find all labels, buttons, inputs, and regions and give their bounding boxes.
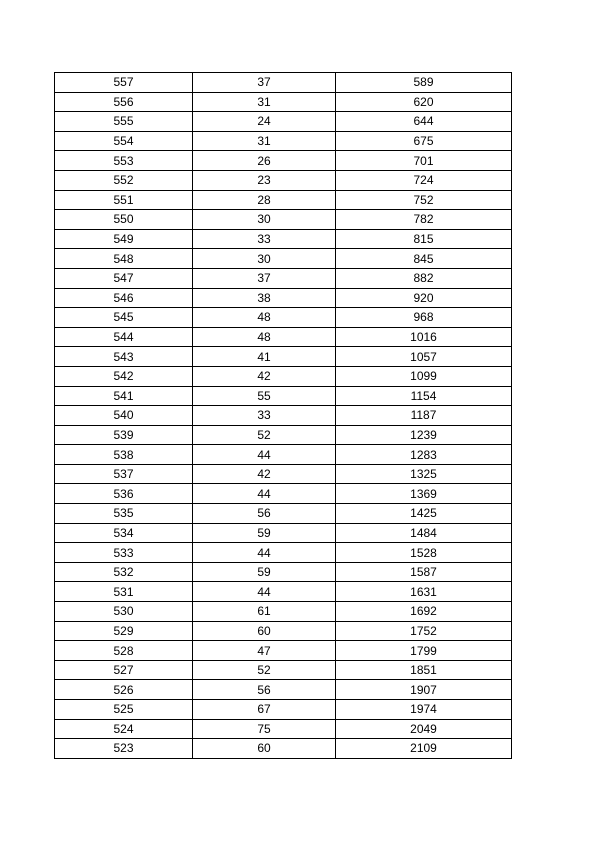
table-row [55, 543, 512, 563]
cumulative-cell: 1587 [336, 562, 512, 582]
table-row [55, 73, 512, 93]
count-cell: 33 [193, 406, 336, 426]
score-cell: 542 [55, 366, 193, 386]
cumulative-cell: 968 [336, 308, 512, 328]
score-cell: 552 [55, 170, 193, 190]
score-cell: 546 [55, 288, 193, 308]
score-cell: 556 [55, 92, 193, 112]
score-cell: 536 [55, 484, 193, 504]
count-cell: 24 [193, 112, 336, 132]
cumulative-cell: 1369 [336, 484, 512, 504]
cumulative-cell: 1528 [336, 543, 512, 563]
table-row [55, 249, 512, 269]
score-cell: 553 [55, 151, 193, 171]
table-row [55, 719, 512, 739]
table-row [55, 112, 512, 132]
score-cell: 538 [55, 445, 193, 465]
count-cell: 42 [193, 464, 336, 484]
cumulative-cell: 1851 [336, 660, 512, 680]
count-cell: 60 [193, 621, 336, 641]
table-row [55, 347, 512, 367]
cumulative-cell: 1154 [336, 386, 512, 406]
score-cell: 535 [55, 504, 193, 524]
count-cell: 59 [193, 523, 336, 543]
score-cell: 543 [55, 347, 193, 367]
table-row [55, 288, 512, 308]
table-row [55, 641, 512, 661]
cumulative-cell: 1283 [336, 445, 512, 465]
count-cell: 30 [193, 249, 336, 269]
cumulative-cell: 1974 [336, 700, 512, 720]
count-cell: 26 [193, 151, 336, 171]
count-cell: 44 [193, 445, 336, 465]
cumulative-cell: 815 [336, 229, 512, 249]
cumulative-cell: 701 [336, 151, 512, 171]
table-row [55, 131, 512, 151]
table-row [55, 327, 512, 347]
score-cell: 524 [55, 719, 193, 739]
table-row [55, 464, 512, 484]
table-row [55, 504, 512, 524]
cumulative-cell: 724 [336, 170, 512, 190]
table-row [55, 268, 512, 288]
count-cell: 30 [193, 210, 336, 230]
count-cell: 56 [193, 680, 336, 700]
count-cell: 28 [193, 190, 336, 210]
score-cell: 554 [55, 131, 193, 151]
table-row [55, 170, 512, 190]
count-cell: 52 [193, 660, 336, 680]
cumulative-cell: 1692 [336, 602, 512, 622]
score-cell: 550 [55, 210, 193, 230]
count-cell: 44 [193, 582, 336, 602]
score-cell: 530 [55, 602, 193, 622]
count-cell: 59 [193, 562, 336, 582]
score-cell: 547 [55, 268, 193, 288]
count-cell: 55 [193, 386, 336, 406]
table-row [55, 190, 512, 210]
count-cell: 61 [193, 602, 336, 622]
cumulative-cell: 675 [336, 131, 512, 151]
score-cell: 537 [55, 464, 193, 484]
count-cell: 44 [193, 484, 336, 504]
score-cell: 557 [55, 73, 193, 93]
table-row [55, 484, 512, 504]
table-row [55, 425, 512, 445]
score-cell: 534 [55, 523, 193, 543]
count-cell: 56 [193, 504, 336, 524]
cumulative-cell: 1239 [336, 425, 512, 445]
score-cell: 548 [55, 249, 193, 269]
table-row [55, 151, 512, 171]
count-cell: 38 [193, 288, 336, 308]
cumulative-cell: 1325 [336, 464, 512, 484]
cumulative-cell: 1425 [336, 504, 512, 524]
score-cell: 555 [55, 112, 193, 132]
count-cell: 41 [193, 347, 336, 367]
count-cell: 47 [193, 641, 336, 661]
table-row [55, 229, 512, 249]
cumulative-cell: 589 [336, 73, 512, 93]
table-row [55, 602, 512, 622]
count-cell: 42 [193, 366, 336, 386]
table-row [55, 660, 512, 680]
table-row [55, 582, 512, 602]
table-row [55, 445, 512, 465]
table-row [55, 523, 512, 543]
score-cell: 545 [55, 308, 193, 328]
count-cell: 48 [193, 308, 336, 328]
score-cell: 539 [55, 425, 193, 445]
score-cell: 540 [55, 406, 193, 426]
cumulative-cell: 1016 [336, 327, 512, 347]
count-cell: 31 [193, 131, 336, 151]
score-cell: 525 [55, 700, 193, 720]
cumulative-cell: 845 [336, 249, 512, 269]
score-table [54, 72, 512, 759]
cumulative-cell: 2049 [336, 719, 512, 739]
count-cell: 67 [193, 700, 336, 720]
count-cell: 44 [193, 543, 336, 563]
count-cell: 60 [193, 739, 336, 759]
score-cell: 526 [55, 680, 193, 700]
table-row [55, 92, 512, 112]
cumulative-cell: 1484 [336, 523, 512, 543]
cumulative-cell: 882 [336, 268, 512, 288]
table-body [55, 73, 512, 759]
table-row [55, 366, 512, 386]
score-cell: 541 [55, 386, 193, 406]
score-cell: 527 [55, 660, 193, 680]
score-cell: 523 [55, 739, 193, 759]
score-cell: 549 [55, 229, 193, 249]
count-cell: 37 [193, 73, 336, 93]
cumulative-cell: 752 [336, 190, 512, 210]
table-row [55, 562, 512, 582]
cumulative-cell: 1099 [336, 366, 512, 386]
cumulative-cell: 1187 [336, 406, 512, 426]
count-cell: 52 [193, 425, 336, 445]
cumulative-cell: 620 [336, 92, 512, 112]
table-row [55, 210, 512, 230]
cumulative-cell: 1799 [336, 641, 512, 661]
count-cell: 37 [193, 268, 336, 288]
score-cell: 533 [55, 543, 193, 563]
score-cell: 551 [55, 190, 193, 210]
table-row [55, 386, 512, 406]
cumulative-cell: 1752 [336, 621, 512, 641]
table-row [55, 308, 512, 328]
cumulative-cell: 1631 [336, 582, 512, 602]
score-cell: 532 [55, 562, 193, 582]
cumulative-cell: 644 [336, 112, 512, 132]
count-cell: 31 [193, 92, 336, 112]
cumulative-cell: 2109 [336, 739, 512, 759]
table-row [55, 406, 512, 426]
table-row [55, 739, 512, 759]
cumulative-cell: 1907 [336, 680, 512, 700]
table-row [55, 700, 512, 720]
cumulative-cell: 782 [336, 210, 512, 230]
score-cell: 531 [55, 582, 193, 602]
table-row [55, 680, 512, 700]
score-cell: 528 [55, 641, 193, 661]
score-cell: 544 [55, 327, 193, 347]
count-cell: 75 [193, 719, 336, 739]
cumulative-cell: 920 [336, 288, 512, 308]
count-cell: 23 [193, 170, 336, 190]
count-cell: 48 [193, 327, 336, 347]
cumulative-cell: 1057 [336, 347, 512, 367]
table-row [55, 621, 512, 641]
score-cell: 529 [55, 621, 193, 641]
count-cell: 33 [193, 229, 336, 249]
